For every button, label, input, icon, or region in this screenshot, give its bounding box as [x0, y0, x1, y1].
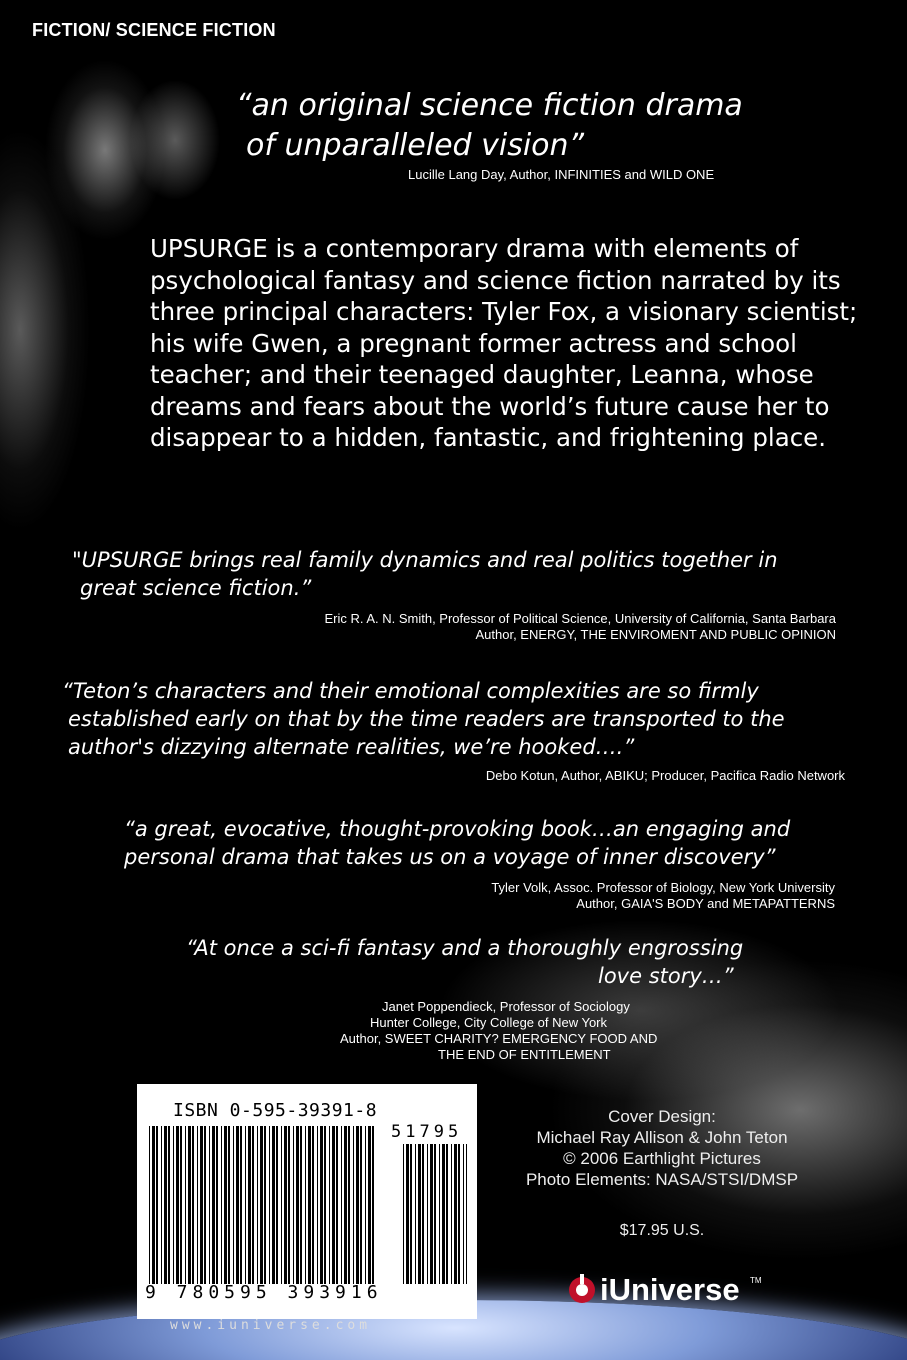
book-description: UPSURGE is a contemporary drama with elements of psychological fantasy and science fiction narrated by its three principal characters: Tyler Fox, a visionary scientist; his wife Gwen, a pregnant former actress and school teacher; and their teenaged daughter, Leanna, whose dreams and fears about the world’s future cause her to disappear to a hidden, fantastic, and frightening place. — [150, 234, 858, 452]
attribution-line: Janet Poppendieck, Professor of Sociology — [382, 999, 630, 1014]
review-quote — [72, 546, 872, 602]
credit-line: Photo Elements: NASA/STSI/DMSP — [525, 1170, 799, 1189]
featured-quote-attribution: Lucille Lang Day, Author, INFINITIES and WILD ONE — [408, 167, 715, 182]
review-attribution — [300, 768, 845, 784]
attribution-line: Tyler Volk, Assoc. Professor of Biology, New York University — [491, 880, 835, 895]
review-line: “At once a sci-fi fantasy and a thoroughly engrossing — [186, 936, 744, 960]
featured-quote — [236, 86, 856, 166]
attribution-line: Author, GAIA'S BODY and METAPATTERNS — [576, 896, 835, 911]
attribution-line: Hunter College, City College of New York — [370, 1015, 608, 1030]
attribution-line: Author, SWEET CHARITY? EMERGENCY FOOD AND — [340, 1031, 658, 1046]
review-line: "UPSURGE brings real family dynamics and real politics together in — [72, 548, 778, 572]
isbn-number: ISBN 0-595-39391-8 — [173, 1100, 378, 1121]
price-barcode-bars — [403, 1144, 467, 1284]
credit-line: Cover Design: — [608, 1107, 716, 1126]
featured-quote-line: “an original science fiction drama — [236, 88, 743, 123]
book-price: $17.95 U.S. — [619, 1222, 705, 1239]
isbn-barcode — [137, 1084, 477, 1319]
review-line: established early on that by the time readers are transported to the — [68, 707, 785, 731]
review-quote — [186, 934, 806, 990]
publisher-name: iUniverse — [600, 1272, 740, 1307]
review-attribution — [300, 880, 835, 912]
credit-line: Michael Ray Allison & John Teton — [536, 1128, 788, 1147]
review-quote — [124, 815, 884, 871]
review-line: “a great, evocative, thought-provoking book…an engaging and — [124, 817, 791, 841]
featured-quote-line: of unparalleled vision” — [246, 128, 585, 163]
review-quote — [62, 677, 892, 761]
review-line: “Teton’s characters and their emotional complexities are so firmly — [62, 679, 759, 703]
attribution-line: Debo Kotun, Author, ABIKU; Producer, Pacifica Radio Network — [485, 768, 845, 783]
website-url: www.iuniverse.com — [170, 1318, 372, 1333]
price-code: 51795 — [391, 1122, 463, 1142]
cover-credits — [512, 1106, 812, 1190]
attribution-line: Author, ENERGY, THE ENVIROMENT AND PUBLIC OPINION — [475, 627, 836, 642]
review-attribution — [340, 999, 670, 1063]
trademark-mark: TM — [750, 1276, 762, 1285]
review-line: love story…” — [598, 964, 734, 988]
attribution-line: Eric R. A. N. Smith, Professor of Political Science, University of California, Santa Barbara — [324, 611, 836, 626]
review-line: personal drama that takes us on a voyage of inner discovery” — [124, 845, 776, 869]
review-line: author's dizzying alternate realities, we’re hooked….” — [68, 735, 635, 759]
ean-barcode-bars — [149, 1126, 375, 1284]
ean-number: 9 780595 393916 — [145, 1282, 383, 1303]
review-line: great science fiction.” — [80, 576, 312, 600]
credit-line: © 2006 Earthlight Pictures — [563, 1149, 761, 1168]
review-attribution — [300, 611, 836, 643]
attribution-line: THE END OF ENTITLEMENT — [438, 1047, 611, 1062]
genre-label: FICTION/ SCIENCE FICTION — [32, 20, 276, 40]
